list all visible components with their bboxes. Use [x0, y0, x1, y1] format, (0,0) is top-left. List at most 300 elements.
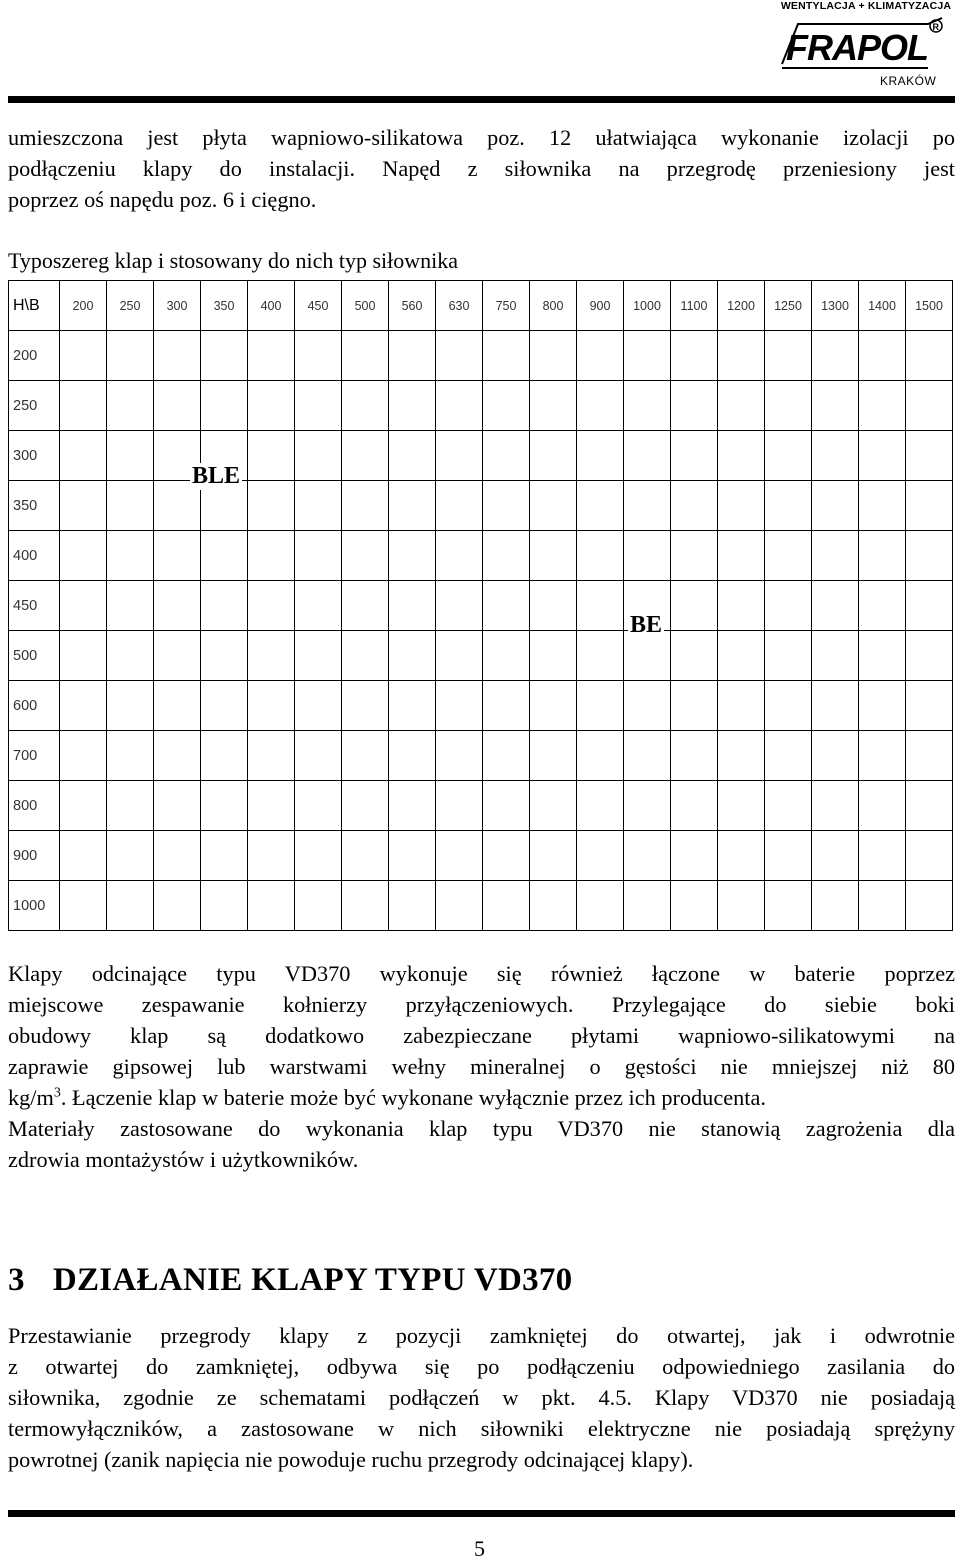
actuator-table: [8, 280, 953, 931]
body-line: Materiały zastosowane do wykonania klap typu VD370 nie stanowią zagrożenia dla: [8, 1116, 955, 1141]
table-header-row: [9, 281, 953, 331]
table-cell: [248, 481, 295, 531]
table-cell: [718, 831, 765, 881]
table-cell: [718, 781, 765, 831]
zone-be-label: BE: [630, 612, 663, 638]
table-cell: [342, 731, 389, 781]
table-cell: [342, 781, 389, 831]
table-cell: [154, 781, 201, 831]
table-cell: [530, 431, 577, 481]
table-cell: [859, 481, 906, 531]
table-cell: [295, 531, 342, 581]
table-cell: [60, 581, 107, 631]
body-line: zaprawie gipsowej lub warstwami wełny mineralnej o gęstości nie mniejszej niż 80: [8, 1054, 955, 1079]
table-cell: [530, 331, 577, 381]
table-cell: [765, 631, 812, 681]
row-header: 500: [9, 631, 60, 681]
table-cell: [342, 581, 389, 631]
table-cell: [342, 881, 389, 931]
column-header: 1100: [671, 281, 718, 331]
table-cell: [389, 531, 436, 581]
header-rule: [8, 96, 955, 103]
table-cell: [60, 531, 107, 581]
table-cell: [342, 481, 389, 531]
table-cell: [906, 581, 953, 631]
table-cell: [577, 331, 624, 381]
table-cell: [765, 381, 812, 431]
footer-rule: [8, 1510, 955, 1517]
table-cell: [906, 631, 953, 681]
table-cell: [389, 781, 436, 831]
table-cell: [248, 631, 295, 681]
table-cell: [812, 531, 859, 581]
table-cell: [60, 481, 107, 531]
column-header: 200: [60, 281, 107, 331]
table-cell: [60, 331, 107, 381]
table-cell: [718, 631, 765, 681]
table-row: [9, 781, 953, 831]
row-header: 700: [9, 731, 60, 781]
table-cell: [859, 731, 906, 781]
table-cell: [248, 431, 295, 481]
table-cell: [248, 731, 295, 781]
table-cell: [624, 381, 671, 431]
table-cell: [342, 831, 389, 881]
table-cell: [483, 531, 530, 581]
intro-line: poprzez oś napędu poz. 6 i cięgno.: [8, 187, 317, 212]
table-cell: [671, 481, 718, 531]
table-cell: [389, 481, 436, 531]
table-cell: [530, 381, 577, 431]
column-header: 250: [107, 281, 154, 331]
table-cell: [248, 781, 295, 831]
section-number: 3: [8, 1262, 25, 1298]
table-cell: [342, 681, 389, 731]
table-cell: [107, 781, 154, 831]
row-header: 300: [9, 431, 60, 481]
table-cell: [295, 631, 342, 681]
table-cell: [107, 381, 154, 431]
table-cell: [530, 531, 577, 581]
column-header: 1200: [718, 281, 765, 331]
table-cell: [812, 481, 859, 531]
table-cell: [483, 481, 530, 531]
column-header: 1500: [906, 281, 953, 331]
table-cell: [154, 831, 201, 881]
table-cell: [295, 831, 342, 881]
table-cell: [201, 831, 248, 881]
table-cell: [483, 881, 530, 931]
row-header: 800: [9, 781, 60, 831]
table-cell: [671, 431, 718, 481]
table-cell: [436, 381, 483, 431]
table-cell: [624, 531, 671, 581]
table-cell: [60, 681, 107, 731]
table-cell: [859, 581, 906, 631]
table-cell: [107, 331, 154, 381]
table-cell: [483, 431, 530, 481]
registered-mark: R: [932, 22, 939, 32]
table-cell: [107, 431, 154, 481]
table-cell: [60, 881, 107, 931]
table-cell: [60, 731, 107, 781]
table-cell: [154, 681, 201, 731]
table-cell: [60, 831, 107, 881]
table-cell: [624, 731, 671, 781]
table-cell: [201, 881, 248, 931]
table-cell: [718, 581, 765, 631]
table-cell: [859, 681, 906, 731]
table-cell: [624, 481, 671, 531]
table-cell: [765, 881, 812, 931]
row-header: 450: [9, 581, 60, 631]
section-line: powrotnej (zanik napięcia nie powoduje ruchu przegrody odcinającej klapy).: [8, 1447, 694, 1472]
table-cell: [812, 731, 859, 781]
table-cell: [906, 381, 953, 431]
table-cell: [436, 831, 483, 881]
table-cell: [718, 731, 765, 781]
table-cell: [389, 581, 436, 631]
frapol-logo: [778, 14, 946, 74]
table-cell: [765, 681, 812, 731]
table-cell: [483, 731, 530, 781]
table-row: [9, 431, 953, 481]
table-cell: [671, 331, 718, 381]
table-row: [9, 731, 953, 781]
table-cell: [295, 731, 342, 781]
table-cell: [154, 531, 201, 581]
table-cell: [671, 881, 718, 931]
unit-superscript: 3: [53, 1085, 61, 1101]
table-cell: [60, 781, 107, 831]
table-cell: [248, 381, 295, 431]
row-header: 1000: [9, 881, 60, 931]
table-cell: [107, 681, 154, 731]
table-cell: [718, 481, 765, 531]
column-header: 1300: [812, 281, 859, 331]
body-paragraph: [8, 958, 955, 1175]
table-cell: [624, 681, 671, 731]
table-cell: [201, 331, 248, 381]
table-cell: [342, 631, 389, 681]
table-cell: [201, 581, 248, 631]
table-cell: [624, 881, 671, 931]
table-cell: [248, 531, 295, 581]
table-cell: [859, 531, 906, 581]
table-cell: [577, 581, 624, 631]
table-cell: [812, 881, 859, 931]
table-cell: [389, 331, 436, 381]
table-cell: [859, 881, 906, 931]
table-cell: [530, 881, 577, 931]
table-cell: [671, 731, 718, 781]
table-cell: [483, 581, 530, 631]
table-cell: [436, 481, 483, 531]
table-cell: [577, 781, 624, 831]
table-cell: [201, 681, 248, 731]
table-cell: [718, 531, 765, 581]
column-header: 450: [295, 281, 342, 331]
table-cell: [530, 781, 577, 831]
intro-paragraph: [8, 122, 955, 215]
row-header: 400: [9, 531, 60, 581]
row-header: 600: [9, 681, 60, 731]
table-cell: [154, 331, 201, 381]
table-cell: [389, 381, 436, 431]
table-cell: [906, 881, 953, 931]
table-cell: [859, 331, 906, 381]
table-cell: [107, 631, 154, 681]
table-cell: [295, 681, 342, 731]
table-cell: [671, 781, 718, 831]
table-cell: [483, 781, 530, 831]
section-line: termowyłączników, a zastosowane w nich siłowniki elektryczne nie posiadają sprężyny: [8, 1416, 955, 1441]
logo-city: KRAKÓW: [880, 74, 937, 88]
column-header: 1400: [859, 281, 906, 331]
section-paragraph: [8, 1320, 955, 1475]
table-cell: [436, 531, 483, 581]
table-cell: [107, 731, 154, 781]
table-cell: [530, 831, 577, 881]
table-cell: [577, 831, 624, 881]
table-cell: [906, 731, 953, 781]
column-header: 560: [389, 281, 436, 331]
table-cell: [154, 631, 201, 681]
table-cell: [906, 431, 953, 481]
table-cell: [60, 631, 107, 681]
table-cell: [154, 381, 201, 431]
table-cell: [812, 831, 859, 881]
section-line: siłownika, zgodnie ze schematami podłączeń w pkt. 4.5. Klapy VD370 nie posiadają: [8, 1385, 955, 1410]
section-line: z otwartej do zamkniętej, odbywa się po podłączeniu odpowiedniego zasilania do: [8, 1354, 955, 1379]
body-line: zdrowia montażystów i użytkowników.: [8, 1147, 359, 1172]
body-line-units: [8, 1082, 955, 1113]
table-corner-label: H\B: [9, 281, 60, 331]
table-cell: [859, 631, 906, 681]
table-cell: [577, 481, 624, 531]
table-cell: [624, 781, 671, 831]
table-caption: Typoszereg klap i stosowany do nich typ siłownika: [8, 248, 459, 273]
table-cell: [436, 581, 483, 631]
table-cell: [530, 681, 577, 731]
table-cell: [671, 681, 718, 731]
table-cell: [201, 381, 248, 431]
table-cell: [60, 381, 107, 431]
table-row: [9, 681, 953, 731]
section-heading: [8, 1262, 572, 1299]
table-cell: [906, 331, 953, 381]
table-cell: [248, 831, 295, 881]
table-cell: [201, 531, 248, 581]
table-cell: [342, 531, 389, 581]
table-cell: [483, 681, 530, 731]
table-row: [9, 381, 953, 431]
table-row: [9, 831, 953, 881]
table-cell: [201, 731, 248, 781]
table-cell: [530, 631, 577, 681]
table-cell: [389, 831, 436, 881]
table-cell: [389, 631, 436, 681]
table-cell: [107, 531, 154, 581]
table-cell: [248, 681, 295, 731]
table-cell: [624, 331, 671, 381]
row-header: 900: [9, 831, 60, 881]
table-cell: [765, 531, 812, 581]
table-cell: [859, 781, 906, 831]
table-cell: [154, 881, 201, 931]
table-cell: [483, 831, 530, 881]
table-cell: [812, 781, 859, 831]
column-header: 300: [154, 281, 201, 331]
table-cell: [436, 431, 483, 481]
table-cell: [342, 331, 389, 381]
row-header: 200: [9, 331, 60, 381]
table-cell: [765, 731, 812, 781]
table-cell: [812, 381, 859, 431]
table-cell: [812, 331, 859, 381]
table-cell: [436, 331, 483, 381]
table-cell: [483, 331, 530, 381]
table-cell: [436, 731, 483, 781]
logo-tagline: WENTYLACJA + KLIMATYZACJA: [780, 0, 952, 12]
table-cell: [295, 881, 342, 931]
table-cell: [107, 831, 154, 881]
table-cell: [577, 431, 624, 481]
section-title: DZIAŁANIE KLAPY TYPU VD370: [52, 1262, 573, 1298]
table-cell: [718, 881, 765, 931]
table-cell: [577, 381, 624, 431]
table-cell: [248, 331, 295, 381]
table-cell: [107, 881, 154, 931]
table-cell: [765, 431, 812, 481]
table-cell: [859, 381, 906, 431]
table-row: [9, 881, 953, 931]
row-header: 250: [9, 381, 60, 431]
table-cell: [812, 681, 859, 731]
body-line: miejscowe zespawanie kołnierzy przyłączeniowych. Przylegające do siebie boki: [8, 992, 955, 1017]
table-cell: [342, 431, 389, 481]
table-cell: [671, 831, 718, 881]
table-cell: [389, 731, 436, 781]
table-cell: [765, 481, 812, 531]
table-cell: [812, 431, 859, 481]
table-cell: [389, 431, 436, 481]
column-header: 350: [201, 281, 248, 331]
table-cell: [906, 481, 953, 531]
row-header: 350: [9, 481, 60, 531]
table-row: [9, 331, 953, 381]
table-cell: [718, 381, 765, 431]
table-cell: [671, 531, 718, 581]
table-cell: [577, 731, 624, 781]
column-header: 1250: [765, 281, 812, 331]
table-cell: [765, 781, 812, 831]
table-cell: [483, 631, 530, 681]
table-cell: [859, 431, 906, 481]
table-cell: [906, 681, 953, 731]
table-row: [9, 631, 953, 681]
table-cell: [295, 331, 342, 381]
table-cell: [765, 581, 812, 631]
zone-ble-label: BLE: [192, 463, 241, 489]
table-cell: [718, 331, 765, 381]
table-cell: [483, 381, 530, 431]
table-cell: [671, 581, 718, 631]
table-cell: [436, 781, 483, 831]
table-cell: [295, 581, 342, 631]
table-cell: [295, 481, 342, 531]
table-cell: [530, 731, 577, 781]
table-cell: [624, 831, 671, 881]
table-cell: [201, 631, 248, 681]
table-cell: [436, 681, 483, 731]
table-cell: [389, 881, 436, 931]
table-cell: [295, 431, 342, 481]
table-cell: [906, 831, 953, 881]
table-cell: [906, 781, 953, 831]
table-cell: [577, 631, 624, 681]
body-line: Klapy odcinające typu VD370 wykonuje się również łączone w baterie poprzez: [8, 961, 955, 986]
table-cell: [530, 581, 577, 631]
unit-prefix: kg/m: [8, 1085, 54, 1110]
column-header: 800: [530, 281, 577, 331]
table-cell: [389, 681, 436, 731]
table-cell: [154, 581, 201, 631]
body-line: obudowy klap są dodatkowo zabezpieczane płytami wapniowo-silikatowymi na: [8, 1023, 955, 1048]
column-header: 500: [342, 281, 389, 331]
table-cell: [295, 381, 342, 431]
page-number: 5: [474, 1536, 485, 1561]
column-header: 400: [248, 281, 295, 331]
table-cell: [812, 581, 859, 631]
column-header: 900: [577, 281, 624, 331]
column-header: 1000: [624, 281, 671, 331]
table-cell: [436, 631, 483, 681]
table-cell: [906, 531, 953, 581]
table-row: [9, 481, 953, 531]
column-header: 750: [483, 281, 530, 331]
table-cell: [201, 781, 248, 831]
table-cell: [248, 581, 295, 631]
intro-line: umieszczona jest płyta wapniowo-silikatowa poz. 12 ułatwiająca wykonanie izolacji po: [8, 125, 955, 150]
table-cell: [812, 631, 859, 681]
table-cell: [765, 831, 812, 881]
table-cell: [718, 681, 765, 731]
intro-line: podłączeniu klapy do instalacji. Napęd z siłownika na przegrodę przeniesiony jest: [8, 156, 955, 181]
table-cell: [718, 431, 765, 481]
table-cell: [671, 381, 718, 431]
table-cell: [530, 481, 577, 531]
table-row: [9, 581, 953, 631]
table-cell: [859, 831, 906, 881]
table-cell: [295, 781, 342, 831]
table-row: [9, 531, 953, 581]
table-cell: [624, 431, 671, 481]
table-cell: [577, 681, 624, 731]
table-cell: [342, 381, 389, 431]
table-cell: [107, 581, 154, 631]
table-cell: [436, 881, 483, 931]
unit-suffix: . Łączenie klap w baterie może być wykonane wyłącznie przez ich producenta.: [60, 1085, 766, 1110]
section-line: Przestawianie przegrody klapy z pozycji zamkniętej do otwartej, jak i odwrotnie: [8, 1323, 955, 1348]
logo-brand-text: FRAPOL: [786, 27, 928, 68]
table-cell: [765, 331, 812, 381]
table-cell: [577, 531, 624, 581]
table-cell: [671, 631, 718, 681]
table-cell: [577, 881, 624, 931]
table-cell: [248, 881, 295, 931]
table-cell: [154, 731, 201, 781]
